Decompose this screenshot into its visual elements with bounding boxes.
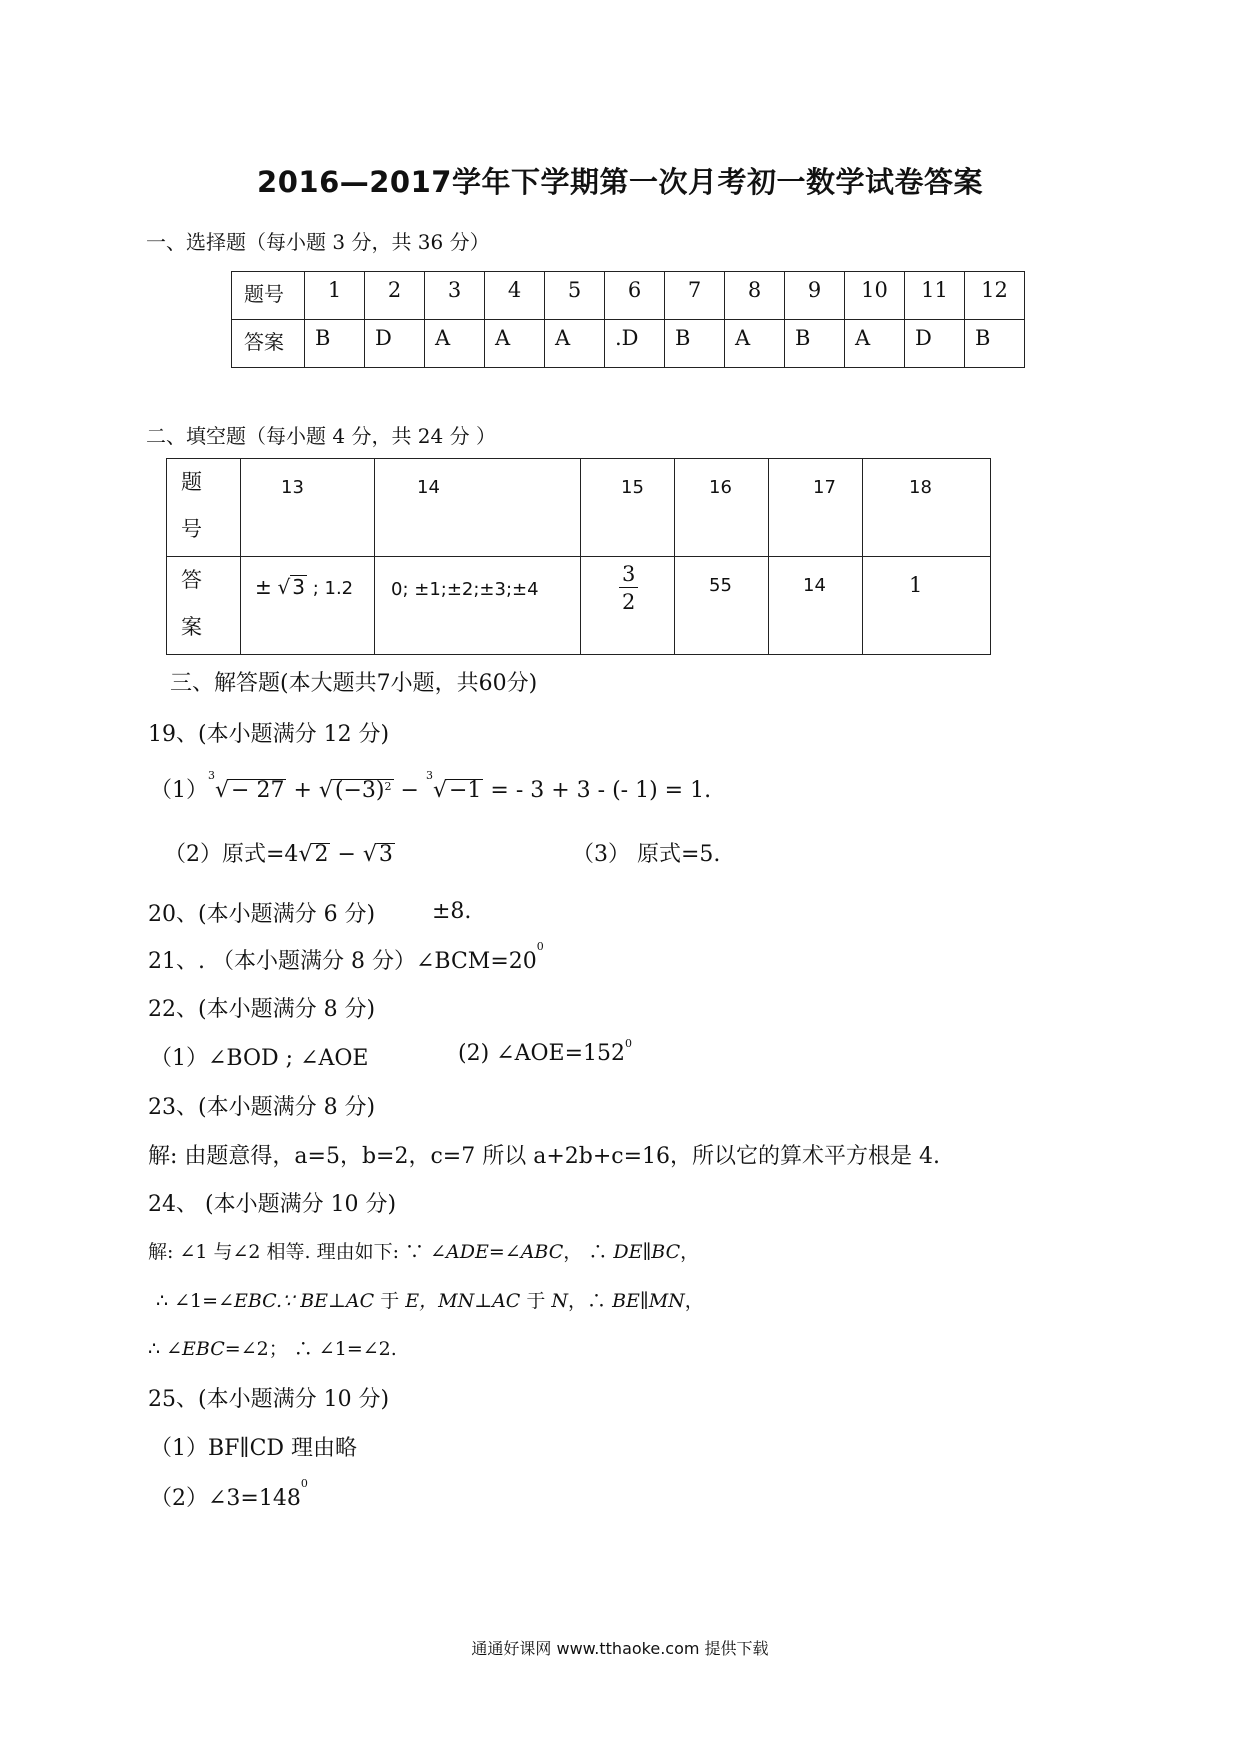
sqrt-radicand: 2: [314, 842, 329, 867]
number-cell: 1: [305, 272, 365, 320]
number-cell: 11: [905, 272, 965, 320]
answer-cell: B: [965, 320, 1025, 368]
answer-cell: A: [485, 320, 545, 368]
q22-heading: 22、(本小题满分 8 分): [148, 997, 376, 1022]
table-row: [232, 272, 1025, 320]
operator: −: [393, 778, 426, 803]
answer-16: 55: [675, 557, 769, 655]
q23-heading: 23、(本小题满分 8 分): [148, 1095, 376, 1120]
sqrt-radicand: 3: [292, 575, 305, 599]
fraction-denominator: 2: [622, 590, 636, 614]
text: 于: [520, 1290, 552, 1312]
answer-cell: A: [845, 320, 905, 368]
answer-14: 0; ±1;±2;±3;±4: [375, 557, 581, 655]
fraction: [619, 561, 638, 616]
text: ，∴: [568, 1290, 613, 1312]
a-label-bottom: 案: [181, 615, 202, 639]
sqrt-radicand: − 27: [231, 778, 285, 803]
text: 解: ∠1 与∠2 相等. 理由如下: ∵: [148, 1241, 431, 1263]
number-cell: 8: [725, 272, 785, 320]
text: BE∥MN: [612, 1290, 685, 1312]
fraction-numerator: 3: [619, 561, 638, 588]
text: ，: [680, 1241, 700, 1263]
text: ∠EBC.∵ BE⊥AC: [218, 1290, 375, 1312]
answer-17: 14: [769, 557, 863, 655]
degree-mark: 0: [300, 1477, 308, 1490]
text: 于: [374, 1290, 406, 1312]
number-cell: 5: [545, 272, 605, 320]
number-cell: 17: [769, 459, 863, 557]
table-row: [232, 320, 1025, 368]
q19-part3: （3） 原式=5.: [572, 842, 721, 867]
table-row: [167, 459, 991, 557]
q25-part1: （1）BF∥CD 理由略: [150, 1436, 358, 1461]
number-cell: 4: [485, 272, 545, 320]
answer-cell: B: [665, 320, 725, 368]
a-label-top: 答: [181, 568, 202, 592]
choice-answer-table: [231, 271, 1025, 368]
answer-cell: A: [425, 320, 485, 368]
q19-part2: （2）原式=4√2 − √3: [164, 842, 393, 867]
q19-heading: 19、(本小题满分 12 分): [148, 722, 390, 747]
text: ， ∴: [563, 1241, 614, 1263]
plus-minus-sign: ±: [255, 575, 272, 599]
answer-cell: A: [545, 320, 605, 368]
q24-line2: [156, 1286, 704, 1313]
cube-root-index: 3: [425, 769, 433, 782]
q25-part2-text: （2）∠3=148: [150, 1486, 301, 1511]
number-cell: 12: [965, 272, 1025, 320]
q24-line1: [148, 1237, 699, 1264]
q22-part2: [458, 1037, 632, 1066]
answer-cell: D: [365, 320, 425, 368]
q-label-top: 题: [181, 470, 202, 494]
degree-mark: 0: [625, 1037, 632, 1050]
q-label-cell: [167, 459, 241, 557]
q24-heading: 24、 (本小题满分 10 分): [148, 1192, 397, 1217]
q22-part2-text: (2) ∠AOE=152: [458, 1041, 625, 1066]
number-cell: 3: [425, 272, 485, 320]
number-cell: 9: [785, 272, 845, 320]
number-cell: 6: [605, 272, 665, 320]
cube-root-index: 3: [208, 769, 215, 782]
answer-cell: B: [305, 320, 365, 368]
sqrt-radicand: −1: [448, 778, 482, 803]
number-cell: 15: [581, 459, 675, 557]
part-label: （1）: [150, 778, 208, 803]
number-cell: 7: [665, 272, 725, 320]
text: E，MN⊥AC: [405, 1290, 521, 1312]
q19-part1: $(1)^3√- 27 + √(-3)^2 - ^3√-1$ = - 3 + 3 - (- 1) = 1.: [150, 769, 712, 803]
sqrt-radicand: (−3): [334, 778, 385, 803]
footer-source: 通通好课网 www.tthaoke.com 提供下载: [471, 1639, 769, 1658]
text: DE∥BC: [613, 1241, 681, 1263]
sqrt-radicand: 3: [378, 842, 393, 867]
page-title: 2016—2017学年下学期第一次月考初一数学试卷答案: [257, 165, 983, 199]
text: N: [551, 1290, 569, 1312]
answer-cell: .D: [605, 320, 665, 368]
number-cell: 13: [241, 459, 375, 557]
q21-line: [148, 940, 544, 975]
section2-heading: 二、填空题（每小题 4 分，共 24 分 ）: [146, 424, 496, 448]
section1-heading: 一、选择题（每小题 3 分，共 36 分）: [146, 230, 490, 254]
q21-text: 21、. （本小题满分 8 分）∠BCM=20: [148, 949, 537, 974]
text: ∴ ∠1=: [156, 1290, 219, 1312]
text: =∠2； ∴ ∠1=∠2.: [224, 1338, 397, 1360]
q22-part1: （1）∠BOD ; ∠AOE: [150, 1046, 369, 1071]
part-label: （2）原式=4: [164, 842, 299, 867]
sqrt-sign: √: [277, 575, 291, 599]
section3-heading: 三、解答题(本大题共7小题，共60分): [170, 671, 538, 696]
exponent: 2: [384, 780, 392, 793]
fill-answer-table: [166, 458, 991, 655]
q-label-cell: 题号: [232, 272, 305, 320]
number-cell: 18: [863, 459, 991, 557]
text: ∠EBC: [166, 1338, 225, 1360]
answer-cell: B: [785, 320, 845, 368]
a-label-cell: 答案: [232, 320, 305, 368]
answer-13-rest: ; 1.2: [312, 578, 354, 599]
operator: +: [286, 778, 319, 803]
a-label-cell: [167, 557, 241, 655]
q24-line3: [148, 1334, 397, 1361]
number-cell: 2: [365, 272, 425, 320]
answer-15: [581, 557, 675, 655]
number-cell: 14: [375, 459, 581, 557]
table-row: [167, 557, 991, 655]
number-cell: 16: [675, 459, 769, 557]
operator: −: [330, 842, 363, 867]
q25-heading: 25、(本小题满分 10 分): [148, 1387, 390, 1412]
q25-part2: [150, 1477, 308, 1512]
answer-cell: D: [905, 320, 965, 368]
text: ∴: [148, 1338, 167, 1360]
text: ∠ADE=∠ABC: [430, 1241, 564, 1263]
degree-mark: 0: [536, 940, 544, 953]
q20-heading: 20、(本小题满分 6 分): [148, 902, 376, 927]
q23-answer: 解: 由题意得，a=5，b=2，c=7 所以 a+2b+c=16，所以它的算术平方根是 4.: [148, 1144, 941, 1169]
answer-13: [241, 557, 375, 655]
q-label-bottom: 号: [181, 517, 202, 541]
answer-18: 1: [863, 557, 991, 655]
q20-answer: ±8.: [432, 899, 472, 924]
answer-cell: A: [725, 320, 785, 368]
text: ，: [684, 1290, 704, 1312]
number-cell: 10: [845, 272, 905, 320]
q19-part1-result: = - 3 + 3 - (- 1) = 1.: [483, 778, 712, 803]
